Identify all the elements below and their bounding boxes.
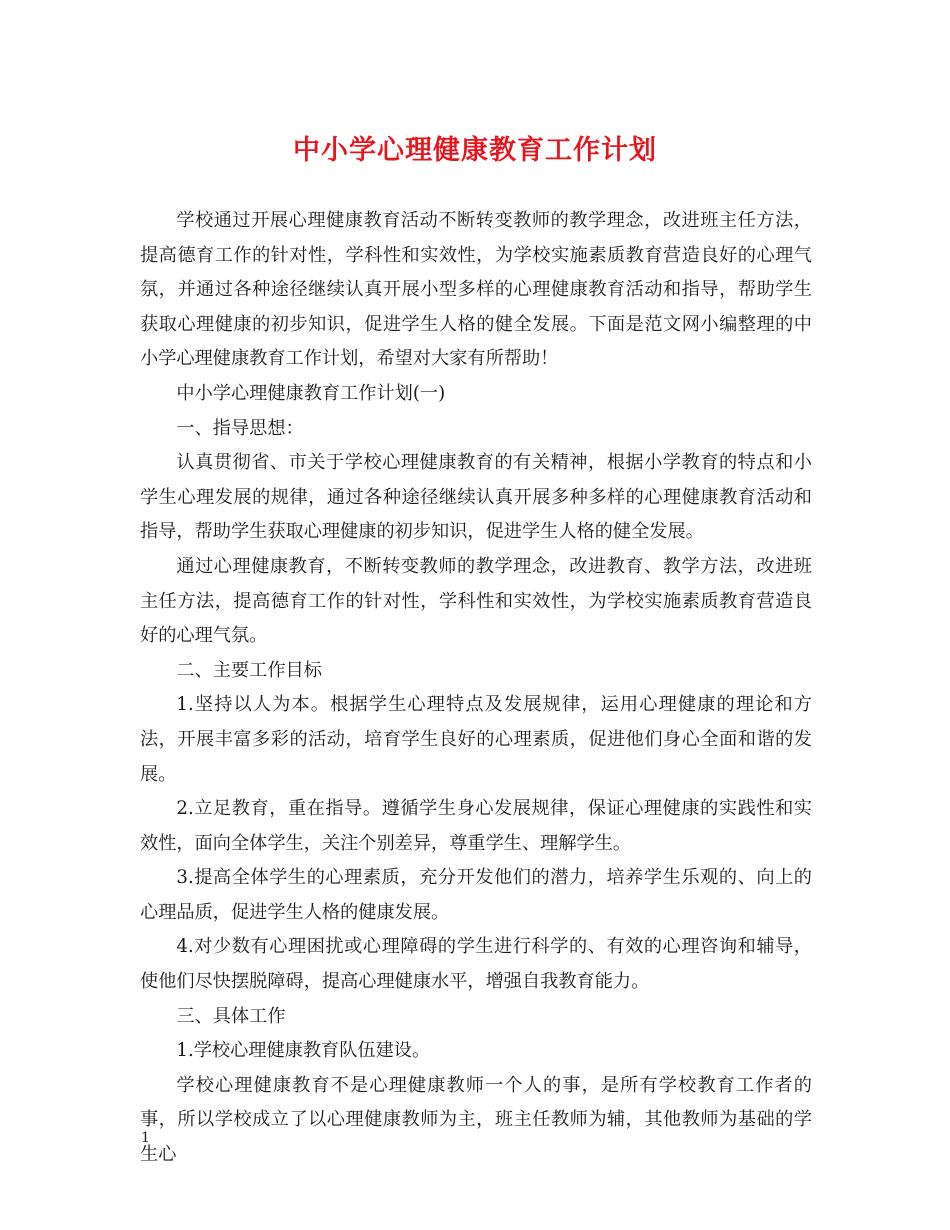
goal-item-4: 4.对少数有心理困扰或心理障碍的学生进行科学的、有效的心理咨询和辅导，使他们尽快摆脱障碍，提高心理健康水平，增强自我教育能力。 [140,936,812,993]
document-title: 中小学心理健康教育工作计划 [293,135,657,166]
paragraph-intro: 学校通过开展心理健康教育活动不断转变教师的教学理念，改进班主任方法，提高德育工作的针对性，学科性和实效性，为学校实施素质教育营造良好的心理气氛，并通过各种途径继续认真开展小型多样的心理健康教育活动和指导，帮助学生获取心理健康的初步知识，促进学生人格的健全发展。下面是范文网小编整理的中小学心理健康教育工作计划，希望对大家有所帮助！ [140,210,812,370]
page-number: 1 [141,1130,150,1146]
paragraph-plan-heading: 中小学心理健康教育工作计划(一) [176,382,446,404]
document-body [140,204,812,1173]
paragraph-guiding-ideology-2: 通过心理健康教育，不断转变教师的教学理念，改进教育、教学方法，改进班主任方法，提高德育工作的针对性，学科性和实效性，为学校实施素质教育营造良好的心理气氛。 [140,555,812,647]
goal-item-3: 3.提高全体学生的心理素质，充分开发他们的潜力，培养学生乐观的、向上的心理品质，促进学生人格的健康发展。 [140,867,812,923]
goal-item-1: 1.坚持以人为本。根据学生心理特点及发展规律，运用心理健康的理论和方法，开展丰富多彩的活动，培育学生良好的心理素质，促进他们身心全面和谐的发展。 [140,694,812,785]
section-heading-specific-work: 三、具体工作 [176,1005,286,1027]
section-heading-guiding-ideology: 一、指导思想： [176,417,304,439]
section-heading-main-goals: 二、主要工作目标 [176,659,322,681]
paragraph-guiding-ideology-1: 认真贯彻省、市关于学校心理健康教育的有关精神，根据小学教育的特点和小学生心理发展的规律，通过各种途径继续认真开展多种多样的心理健康教育活动和指导，帮助学生获取心理健康的初步知识，促进学生人格的健全发展。 [140,452,812,543]
work-item-1: 1.学校心理健康教育队伍建设。 [176,1040,431,1062]
paragraph-work-item-1-detail: 学校心理健康教育不是心理健康教师一个人的事，是所有学校教育工作者的事，所以学校成立了以心理健康教师为主，班主任教师为辅，其他教师为基础的学生心 [140,1074,812,1166]
goal-item-2: 2.立足教育，重在指导。遵循学生身心发展规律，保证心理健康的实践性和实效性，面向全体学生，关注个别差异，尊重学生、理解学生。 [140,798,812,854]
